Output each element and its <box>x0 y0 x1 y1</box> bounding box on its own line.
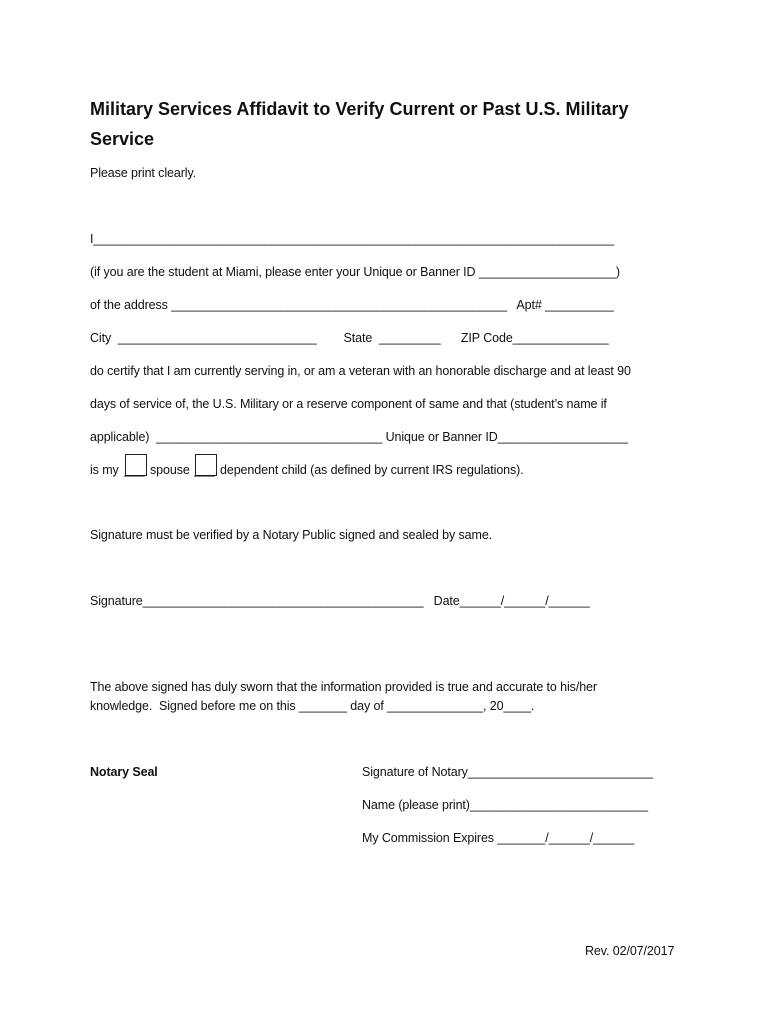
certify-text-3[interactable]: applicable) _________________________________ Unique or Banner ID___________________ <box>90 430 628 444</box>
notary-name-line[interactable]: Name (please print)__________________________ <box>362 798 649 812</box>
city-state-zip-line[interactable]: City _____________________________ State _________ ZIP Code______________ <box>90 331 609 345</box>
notary-seal-label: Notary Seal <box>90 765 158 779</box>
dependent-child-blank: ___ <box>194 463 215 477</box>
signature-date-line[interactable]: Signature_________________________________________ Date______/______/______ <box>90 594 590 608</box>
notary-note: Signature must be verified by a Notary Public signed and sealed by same. <box>90 528 493 542</box>
name-line[interactable]: I____________________________________________________________________________ <box>90 232 615 246</box>
dependent-child-label: dependent child (as defined by current IRS regulations). <box>220 463 524 477</box>
sworn-text-1: The above signed has duly sworn that the information provided is true and accurate to his/her <box>90 680 597 694</box>
notary-signature-line[interactable]: Signature of Notary___________________________ <box>362 765 653 779</box>
commission-expires-line[interactable]: My Commission Expires _______/______/______ <box>362 831 635 845</box>
page-title: Military Services Affidavit to Verify Current or Past U.S. Military Service <box>90 99 629 149</box>
instruction-text: Please print clearly. <box>90 166 197 180</box>
spouse-blank: ___ <box>124 463 145 477</box>
relation-prefix: is my <box>90 463 123 477</box>
certify-text-1: do certify that I am currently serving in, or am a veteran with an honorable discharge and at least 90 <box>90 364 631 378</box>
sworn-text-2[interactable]: knowledge. Signed before me on this _______ day of ______________, 20____. <box>90 699 535 713</box>
certify-text-2: days of service of, the U.S. Military or a reserve component of same and that (student’s name if <box>90 397 607 411</box>
spouse-label: spouse <box>150 463 194 477</box>
address-line[interactable]: of the address _________________________________________________ Apt# __________ <box>90 298 614 312</box>
revision-date: Rev. 02/07/2017 <box>585 944 675 958</box>
student-id-line[interactable]: (if you are the student at Miami, please enter your Unique or Banner ID ____________________) <box>90 265 620 279</box>
